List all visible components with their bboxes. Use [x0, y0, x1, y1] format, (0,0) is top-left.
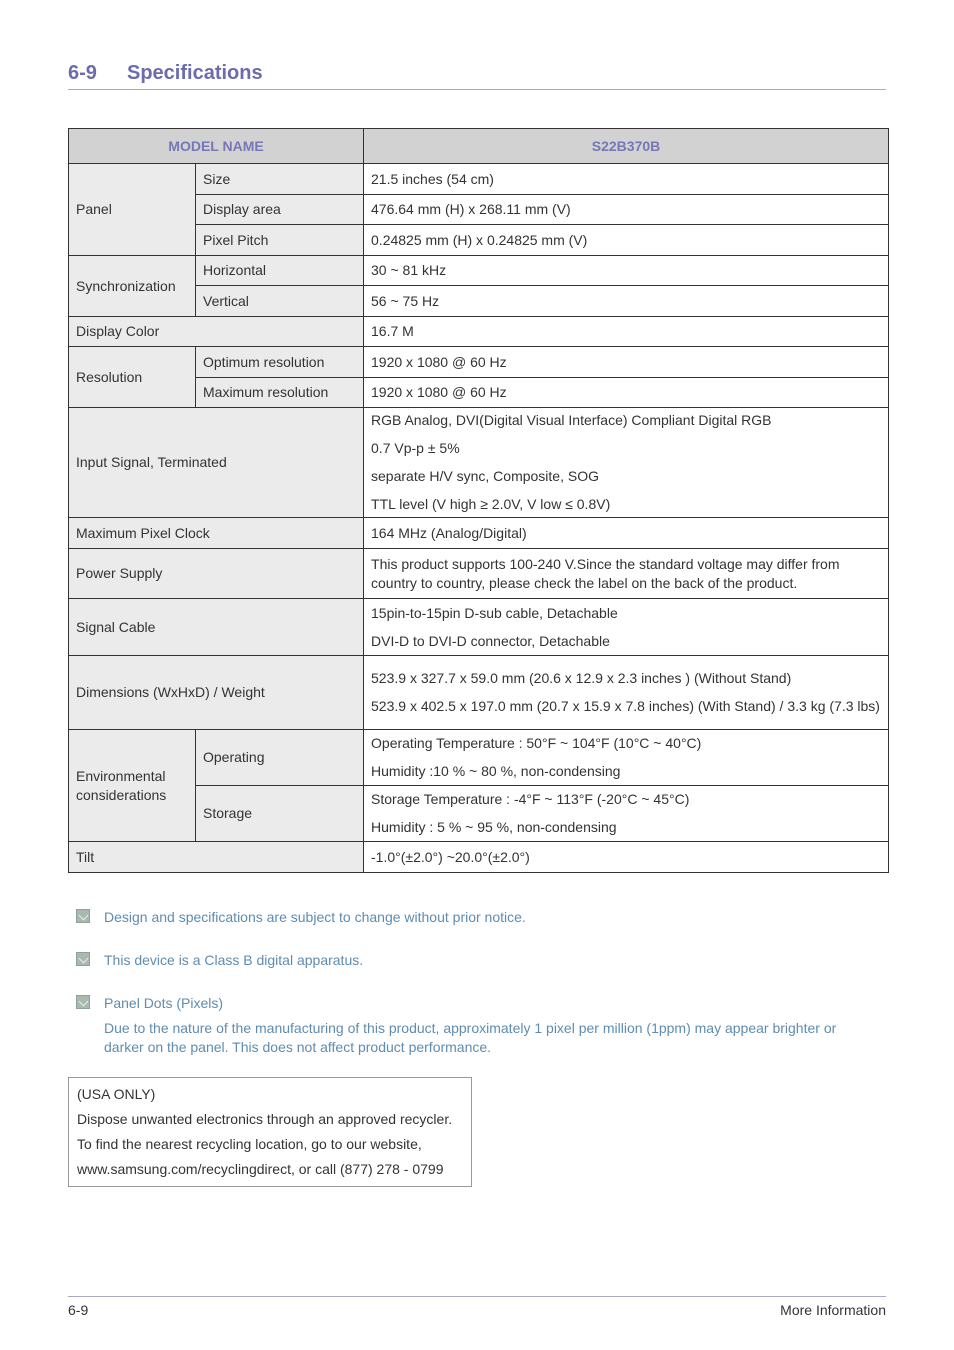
tilt-label: Tilt — [69, 842, 364, 873]
recycle-box — [68, 1077, 472, 1187]
signal-cable-value — [364, 599, 889, 656]
recycle-line: Dispose unwanted electronics through an approved recycler. — [77, 1111, 453, 1127]
note-icon — [76, 952, 90, 966]
table-header-row — [69, 129, 889, 164]
operating-label: Operating — [196, 730, 364, 786]
note-text: Panel Dots (Pixels) — [104, 995, 224, 1011]
vertical-value: 56 ~ 75 Hz — [364, 286, 889, 317]
table-row — [69, 518, 889, 549]
table-row — [69, 549, 889, 599]
display-area-value: 476.64 mm (H) x 268.11 mm (V) — [364, 195, 889, 225]
storage-line: Storage Temperature : -4°F ~ 113°F (-20°C ~ 45°C) — [371, 791, 690, 807]
optimum-resolution-label: Optimum resolution — [196, 347, 364, 378]
footer-section-name: More Information — [780, 1302, 886, 1318]
input-signal-line: RGB Analog, DVI(Digital Visual Interface) Compliant Digital RGB — [371, 412, 772, 428]
signal-cable-line: 15pin-to-15pin D-sub cable, Detachable — [371, 604, 618, 621]
table-row — [69, 842, 889, 873]
tilt-value: -1.0°(±2.0°) ~20.0°(±2.0°) — [364, 842, 889, 873]
page-title — [68, 62, 263, 85]
size-label: Size — [196, 164, 364, 195]
header-model-name: MODEL NAME — [69, 129, 364, 164]
note-specs-change — [76, 909, 526, 925]
signal-cable-label: Signal Cable — [69, 599, 364, 656]
operating-line: Humidity :10 % ~ 80 %, non-condensing — [371, 763, 621, 779]
storage-label: Storage — [196, 786, 364, 842]
note-class-b — [76, 952, 363, 968]
pixel-pitch-label: Pixel Pitch — [196, 225, 364, 256]
input-signal-line: separate H/V sync, Composite, SOG — [371, 468, 599, 484]
display-area-label: Display area — [196, 195, 364, 225]
table-row — [69, 408, 889, 518]
size-value: 21.5 inches (54 cm) — [364, 164, 889, 195]
table-row — [69, 164, 889, 195]
maximum-resolution-label: Maximum resolution — [196, 378, 364, 408]
note-icon — [76, 909, 90, 923]
header-model-value: S22B370B — [364, 129, 889, 164]
table-row — [69, 599, 889, 656]
power-supply-value: This product supports 100-240 V.Since the standard voltage may differ from country to country, please check the label on the back of the product. — [364, 549, 889, 599]
panel-label: Panel — [69, 164, 196, 256]
resolution-label: Resolution — [69, 347, 196, 408]
dimensions-line: 523.9 x 327.7 x 59.0 mm (20.6 x 12.9 x 2.3 inches ) (Without Stand) — [371, 670, 792, 686]
table-row — [69, 656, 889, 730]
horizontal-value: 30 ~ 81 kHz — [364, 256, 889, 286]
note-text: Design and specifications are subject to change without prior notice. — [104, 909, 526, 925]
display-color-label: Display Color — [69, 317, 364, 347]
note-text: This device is a Class B digital apparatus. — [104, 952, 364, 968]
footer-divider — [68, 1296, 886, 1297]
dimensions-label: Dimensions (WxHxD) / Weight — [69, 656, 364, 730]
storage-line: Humidity : 5 % ~ 95 %, non-condensing — [371, 819, 617, 835]
pixel-pitch-value: 0.24825 mm (H) x 0.24825 mm (V) — [364, 225, 889, 256]
footer-page-number: 6-9 — [68, 1302, 89, 1318]
note-icon — [76, 995, 90, 1009]
table-row — [69, 317, 889, 347]
dimensions-value — [364, 656, 889, 730]
recycle-line: To find the nearest recycling location, go to our website, — [77, 1136, 422, 1152]
input-signal-value — [364, 408, 889, 518]
input-signal-label: Input Signal, Terminated — [69, 408, 364, 518]
pixel-clock-value: 164 MHz (Analog/Digital) — [364, 518, 889, 549]
horizontal-label: Horizontal — [196, 256, 364, 286]
dimensions-line: 523.9 x 402.5 x 197.0 mm (20.7 x 15.9 x 7.8 inches) (With Stand) / 3.3 kg (7.3 lbs) — [371, 698, 880, 714]
power-supply-label: Power Supply — [69, 549, 364, 599]
table-row — [69, 730, 889, 786]
operating-line: Operating Temperature : 50°F ~ 104°F (10°C ~ 40°C) — [371, 735, 702, 751]
recycle-line: www.samsung.com/recyclingdirect, or call (877) 278 - 0799 — [77, 1161, 444, 1177]
title-divider — [68, 89, 886, 90]
maximum-resolution-value: 1920 x 1080 @ 60 Hz — [364, 378, 889, 408]
note-panel-dots — [76, 995, 223, 1011]
table-row — [69, 256, 889, 286]
operating-value — [364, 730, 889, 786]
environmental-label: Environmental considerations — [69, 730, 196, 842]
table-row — [69, 347, 889, 378]
note-panel-dots-body: Due to the nature of the manufacturing of this product, approximately 1 pixel per million (1ppm) may appear brighter or darker on the panel. This does not affect product performance. — [104, 1020, 837, 1055]
section-title: Specifications — [127, 62, 263, 84]
storage-value — [364, 786, 889, 842]
signal-cable-line: DVI-D to DVI-D connector, Detachable — [371, 632, 610, 649]
input-signal-line: TTL level (V high ≥ 2.0V, V low ≤ 0.8V) — [371, 496, 611, 512]
sync-label: Synchronization — [69, 256, 196, 317]
spec-table — [68, 128, 889, 873]
vertical-label: Vertical — [196, 286, 364, 317]
recycle-line: (USA ONLY) — [77, 1086, 156, 1102]
section-number: 6-9 — [68, 62, 97, 84]
optimum-resolution-value: 1920 x 1080 @ 60 Hz — [364, 347, 889, 378]
display-color-value: 16.7 M — [364, 317, 889, 347]
pixel-clock-label: Maximum Pixel Clock — [69, 518, 364, 549]
input-signal-line: 0.7 Vp-p ± 5% — [371, 440, 460, 456]
